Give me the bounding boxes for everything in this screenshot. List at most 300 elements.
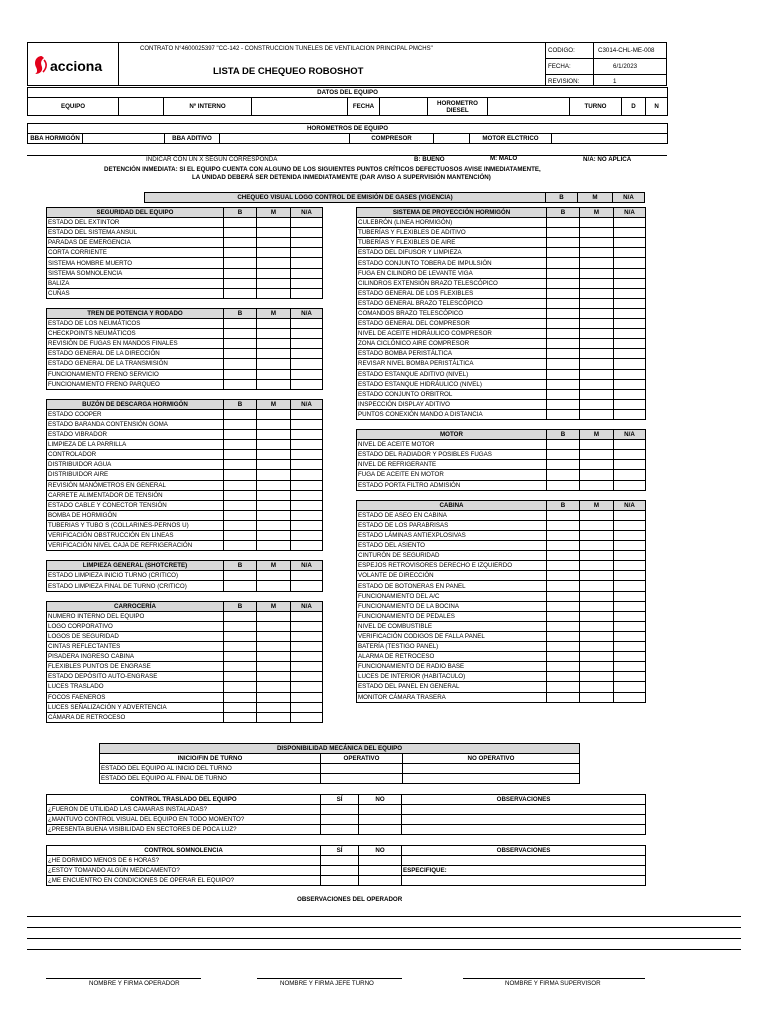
somn-q1-no[interactable] [359, 856, 402, 866]
check-cell-na[interactable] [614, 510, 646, 520]
check-cell-m[interactable] [257, 692, 291, 702]
check-cell-m[interactable] [257, 581, 291, 591]
check-cell-b[interactable] [224, 490, 257, 500]
check-cell-m[interactable] [580, 278, 614, 288]
traslado-q2-obs[interactable] [402, 815, 646, 825]
check-cell-na[interactable] [291, 490, 323, 500]
n-interno-field[interactable] [252, 98, 348, 116]
check-cell-m[interactable] [257, 470, 291, 480]
check-cell-m[interactable] [580, 510, 614, 520]
disp-inicio-no-operativo[interactable] [403, 764, 580, 774]
check-cell-b[interactable] [547, 541, 580, 551]
check-cell-m[interactable] [257, 409, 291, 419]
check-cell-na[interactable] [614, 652, 646, 662]
check-cell-na[interactable] [614, 551, 646, 561]
check-cell-m[interactable] [580, 450, 614, 460]
somn-q1-obs[interactable] [402, 856, 646, 866]
check-cell-b[interactable] [224, 268, 257, 278]
check-cell-m[interactable] [257, 419, 291, 429]
motor-field[interactable] [552, 134, 668, 144]
check-cell-na[interactable] [614, 642, 646, 652]
check-cell-b[interactable] [224, 460, 257, 470]
check-cell-m[interactable] [580, 359, 614, 369]
check-cell-b[interactable] [547, 278, 580, 288]
check-cell-m[interactable] [580, 662, 614, 672]
check-cell-b[interactable] [547, 662, 580, 672]
check-cell-na[interactable] [291, 430, 323, 440]
check-cell-b[interactable] [224, 712, 257, 722]
visual-na[interactable]: N/A [613, 193, 645, 203]
check-cell-b[interactable] [547, 329, 580, 339]
check-cell-b[interactable] [547, 389, 580, 399]
check-cell-na[interactable] [291, 450, 323, 460]
check-cell-na[interactable] [291, 339, 323, 349]
firma-supervisor-line[interactable] [463, 978, 645, 979]
visual-b[interactable]: B [546, 193, 578, 203]
check-cell-b[interactable] [547, 248, 580, 258]
check-cell-b[interactable] [547, 642, 580, 652]
check-cell-b[interactable] [224, 440, 257, 450]
check-cell-m[interactable] [580, 551, 614, 561]
check-cell-m[interactable] [257, 268, 291, 278]
check-cell-m[interactable] [257, 349, 291, 359]
check-cell-na[interactable] [291, 409, 323, 419]
check-cell-m[interactable] [580, 319, 614, 329]
check-cell-m[interactable] [580, 258, 614, 268]
check-cell-b[interactable] [547, 611, 580, 621]
check-cell-m[interactable] [257, 339, 291, 349]
check-cell-b[interactable] [547, 288, 580, 298]
check-cell-m[interactable] [580, 652, 614, 662]
disp-final-no-operativo[interactable] [403, 774, 580, 784]
check-cell-na[interactable] [291, 319, 323, 329]
check-cell-b[interactable] [547, 561, 580, 571]
check-cell-m[interactable] [580, 329, 614, 339]
check-cell-m[interactable] [257, 490, 291, 500]
check-cell-m[interactable] [580, 308, 614, 318]
check-cell-na[interactable] [614, 298, 646, 308]
check-cell-na[interactable] [291, 702, 323, 712]
check-cell-na[interactable] [291, 672, 323, 682]
check-cell-b[interactable] [224, 480, 257, 490]
somn-q3-si[interactable] [321, 876, 359, 886]
check-cell-m[interactable] [257, 652, 291, 662]
check-cell-na[interactable] [614, 369, 646, 379]
check-cell-m[interactable] [580, 399, 614, 409]
check-cell-na[interactable] [291, 218, 323, 228]
check-cell-m[interactable] [580, 218, 614, 228]
check-cell-m[interactable] [257, 440, 291, 450]
bba-aditivo-field[interactable] [220, 134, 350, 144]
check-cell-na[interactable] [291, 500, 323, 510]
check-cell-na[interactable] [614, 339, 646, 349]
check-cell-m[interactable] [580, 642, 614, 652]
check-cell-m[interactable] [257, 682, 291, 692]
check-cell-m[interactable] [257, 258, 291, 268]
check-cell-m[interactable] [580, 682, 614, 692]
check-cell-m[interactable] [257, 631, 291, 641]
check-cell-b[interactable] [224, 470, 257, 480]
check-cell-na[interactable] [614, 692, 646, 702]
check-cell-b[interactable] [547, 480, 580, 490]
check-cell-na[interactable] [614, 561, 646, 571]
check-cell-b[interactable] [547, 621, 580, 631]
check-cell-na[interactable] [291, 581, 323, 591]
check-cell-b[interactable] [224, 510, 257, 520]
check-cell-b[interactable] [224, 571, 257, 581]
check-cell-b[interactable] [224, 702, 257, 712]
check-cell-m[interactable] [580, 571, 614, 581]
check-cell-b[interactable] [224, 672, 257, 682]
traslado-q2-si[interactable] [321, 815, 359, 825]
check-cell-m[interactable] [580, 339, 614, 349]
check-cell-m[interactable] [257, 702, 291, 712]
check-cell-na[interactable] [291, 621, 323, 631]
check-cell-m[interactable] [580, 541, 614, 551]
check-cell-b[interactable] [547, 450, 580, 460]
check-cell-na[interactable] [614, 621, 646, 631]
visual-m[interactable]: M [578, 193, 613, 203]
check-cell-m[interactable] [580, 531, 614, 541]
check-cell-m[interactable] [257, 480, 291, 490]
firma-jefe-line[interactable] [257, 978, 402, 979]
check-cell-na[interactable] [614, 258, 646, 268]
check-cell-b[interactable] [224, 379, 257, 389]
check-cell-na[interactable] [291, 470, 323, 480]
check-cell-na[interactable] [291, 248, 323, 258]
traslado-q2-no[interactable] [359, 815, 402, 825]
check-cell-na[interactable] [614, 399, 646, 409]
check-cell-na[interactable] [614, 531, 646, 541]
check-cell-na[interactable] [291, 379, 323, 389]
check-cell-b[interactable] [224, 531, 257, 541]
check-cell-b[interactable] [547, 238, 580, 248]
check-cell-b[interactable] [224, 419, 257, 429]
check-cell-m[interactable] [257, 288, 291, 298]
check-cell-m[interactable] [580, 349, 614, 359]
check-cell-b[interactable] [224, 631, 257, 641]
somn-q3-obs[interactable] [402, 876, 646, 886]
check-cell-m[interactable] [257, 460, 291, 470]
check-cell-na[interactable] [614, 450, 646, 460]
check-cell-m[interactable] [580, 561, 614, 571]
check-cell-na[interactable] [614, 541, 646, 551]
check-cell-m[interactable] [257, 642, 291, 652]
check-cell-b[interactable] [547, 652, 580, 662]
check-cell-na[interactable] [614, 662, 646, 672]
check-cell-b[interactable] [547, 339, 580, 349]
check-cell-na[interactable] [291, 440, 323, 450]
check-cell-b[interactable] [547, 308, 580, 318]
check-cell-b[interactable] [547, 601, 580, 611]
check-cell-na[interactable] [291, 369, 323, 379]
check-cell-na[interactable] [614, 601, 646, 611]
traslado-q3-si[interactable] [321, 825, 359, 835]
check-cell-b[interactable] [224, 541, 257, 551]
check-cell-na[interactable] [614, 480, 646, 490]
check-cell-m[interactable] [257, 278, 291, 288]
observaciones-line-3[interactable] [27, 938, 741, 939]
check-cell-na[interactable] [614, 571, 646, 581]
check-cell-m[interactable] [257, 662, 291, 672]
check-cell-b[interactable] [224, 662, 257, 672]
check-cell-m[interactable] [580, 692, 614, 702]
observaciones-line-1[interactable] [27, 916, 741, 917]
check-cell-m[interactable] [580, 389, 614, 399]
check-cell-na[interactable] [291, 541, 323, 551]
check-cell-na[interactable] [291, 288, 323, 298]
traslado-q3-obs[interactable] [402, 825, 646, 835]
check-cell-na[interactable] [614, 389, 646, 399]
equipo-field[interactable] [119, 98, 164, 116]
fecha-field[interactable] [380, 98, 428, 116]
check-cell-b[interactable] [547, 218, 580, 228]
check-cell-b[interactable] [224, 500, 257, 510]
check-cell-m[interactable] [580, 248, 614, 258]
check-cell-na[interactable] [614, 440, 646, 450]
check-cell-m[interactable] [580, 460, 614, 470]
check-cell-m[interactable] [580, 288, 614, 298]
check-cell-b[interactable] [547, 510, 580, 520]
check-cell-m[interactable] [257, 531, 291, 541]
check-cell-b[interactable] [224, 218, 257, 228]
check-cell-b[interactable] [224, 359, 257, 369]
check-cell-b[interactable] [224, 228, 257, 238]
check-cell-na[interactable] [614, 218, 646, 228]
observaciones-line-4[interactable] [27, 949, 741, 950]
check-cell-na[interactable] [291, 692, 323, 702]
check-cell-m[interactable] [257, 541, 291, 551]
check-cell-b[interactable] [547, 409, 580, 419]
check-cell-b[interactable] [224, 581, 257, 591]
check-cell-na[interactable] [614, 308, 646, 318]
check-cell-b[interactable] [547, 349, 580, 359]
check-cell-m[interactable] [580, 369, 614, 379]
check-cell-b[interactable] [547, 551, 580, 561]
check-cell-b[interactable] [224, 238, 257, 248]
especifique-label[interactable]: ESPECIFIQUE: [402, 866, 646, 876]
disp-inicio-operativo[interactable] [321, 764, 403, 774]
check-cell-m[interactable] [580, 631, 614, 641]
check-cell-b[interactable] [224, 278, 257, 288]
check-cell-b[interactable] [547, 379, 580, 389]
check-cell-na[interactable] [291, 510, 323, 520]
check-cell-b[interactable] [547, 692, 580, 702]
check-cell-m[interactable] [580, 480, 614, 490]
check-cell-b[interactable] [547, 258, 580, 268]
check-cell-na[interactable] [614, 520, 646, 530]
bba-hormigon-field[interactable] [83, 134, 165, 144]
check-cell-na[interactable] [614, 278, 646, 288]
check-cell-na[interactable] [614, 682, 646, 692]
check-cell-m[interactable] [257, 238, 291, 248]
check-cell-b[interactable] [547, 631, 580, 641]
check-cell-m[interactable] [580, 520, 614, 530]
check-cell-b[interactable] [547, 470, 580, 480]
check-cell-na[interactable] [291, 642, 323, 652]
check-cell-b[interactable] [224, 349, 257, 359]
check-cell-m[interactable] [257, 369, 291, 379]
somn-q2-no[interactable] [359, 866, 402, 876]
check-cell-b[interactable] [224, 430, 257, 440]
check-cell-na[interactable] [291, 329, 323, 339]
check-cell-b[interactable] [224, 248, 257, 258]
check-cell-na[interactable] [291, 258, 323, 268]
check-cell-na[interactable] [291, 682, 323, 692]
check-cell-m[interactable] [580, 470, 614, 480]
check-cell-na[interactable] [614, 238, 646, 248]
check-cell-b[interactable] [547, 369, 580, 379]
check-cell-b[interactable] [547, 682, 580, 692]
check-cell-m[interactable] [257, 218, 291, 228]
check-cell-b[interactable] [547, 531, 580, 541]
check-cell-na[interactable] [614, 631, 646, 641]
check-cell-na[interactable] [614, 359, 646, 369]
check-cell-na[interactable] [291, 631, 323, 641]
check-cell-b[interactable] [224, 288, 257, 298]
turno-d[interactable]: D [622, 98, 646, 116]
check-cell-b[interactable] [547, 672, 580, 682]
check-cell-m[interactable] [257, 510, 291, 520]
check-cell-m[interactable] [257, 379, 291, 389]
check-cell-b[interactable] [224, 652, 257, 662]
turno-n[interactable]: N [646, 98, 668, 116]
check-cell-m[interactable] [257, 520, 291, 530]
check-cell-m[interactable] [580, 268, 614, 278]
check-cell-na[interactable] [291, 480, 323, 490]
check-cell-na[interactable] [614, 460, 646, 470]
check-cell-b[interactable] [224, 682, 257, 692]
compresor-field[interactable] [434, 134, 470, 144]
check-cell-b[interactable] [224, 329, 257, 339]
check-cell-m[interactable] [257, 319, 291, 329]
check-cell-na[interactable] [614, 319, 646, 329]
check-cell-na[interactable] [614, 409, 646, 419]
check-cell-m[interactable] [580, 379, 614, 389]
traslado-q1-si[interactable] [321, 805, 359, 815]
check-cell-m[interactable] [580, 601, 614, 611]
check-cell-m[interactable] [580, 298, 614, 308]
check-cell-na[interactable] [291, 419, 323, 429]
traslado-q1-no[interactable] [359, 805, 402, 815]
check-cell-b[interactable] [224, 339, 257, 349]
check-cell-b[interactable] [547, 359, 580, 369]
check-cell-na[interactable] [291, 278, 323, 288]
firma-operador-line[interactable] [46, 978, 201, 979]
check-cell-na[interactable] [614, 329, 646, 339]
check-cell-b[interactable] [224, 369, 257, 379]
check-cell-m[interactable] [580, 621, 614, 631]
check-cell-b[interactable] [547, 460, 580, 470]
somn-q2-si[interactable] [321, 866, 359, 876]
check-cell-b[interactable] [547, 298, 580, 308]
check-cell-na[interactable] [291, 520, 323, 530]
check-cell-m[interactable] [580, 238, 614, 248]
check-cell-b[interactable] [547, 520, 580, 530]
check-cell-b[interactable] [547, 228, 580, 238]
traslado-q3-no[interactable] [359, 825, 402, 835]
check-cell-na[interactable] [291, 359, 323, 369]
check-cell-na[interactable] [614, 672, 646, 682]
somn-q1-si[interactable] [321, 856, 359, 866]
check-cell-na[interactable] [614, 581, 646, 591]
disp-final-operativo[interactable] [321, 774, 403, 784]
somn-q3-no[interactable] [359, 876, 402, 886]
check-cell-b[interactable] [224, 258, 257, 268]
check-cell-na[interactable] [614, 611, 646, 621]
check-cell-m[interactable] [580, 611, 614, 621]
check-cell-b[interactable] [547, 571, 580, 581]
check-cell-b[interactable] [547, 581, 580, 591]
check-cell-m[interactable] [257, 611, 291, 621]
check-cell-b[interactable] [224, 520, 257, 530]
check-cell-na[interactable] [291, 712, 323, 722]
check-cell-na[interactable] [291, 268, 323, 278]
check-cell-m[interactable] [580, 409, 614, 419]
check-cell-m[interactable] [257, 621, 291, 631]
check-cell-na[interactable] [614, 349, 646, 359]
check-cell-na[interactable] [614, 470, 646, 480]
check-cell-b[interactable] [547, 440, 580, 450]
check-cell-b[interactable] [547, 591, 580, 601]
check-cell-b[interactable] [224, 621, 257, 631]
check-cell-m[interactable] [580, 581, 614, 591]
check-cell-b[interactable] [547, 399, 580, 409]
check-cell-m[interactable] [257, 430, 291, 440]
check-cell-na[interactable] [614, 248, 646, 258]
observaciones-line-2[interactable] [27, 927, 741, 928]
check-cell-m[interactable] [257, 571, 291, 581]
check-cell-b[interactable] [224, 611, 257, 621]
check-cell-na[interactable] [291, 652, 323, 662]
check-cell-m[interactable] [580, 672, 614, 682]
check-cell-na[interactable] [614, 288, 646, 298]
check-cell-na[interactable] [291, 228, 323, 238]
check-cell-na[interactable] [291, 662, 323, 672]
check-cell-m[interactable] [257, 329, 291, 339]
check-cell-m[interactable] [257, 359, 291, 369]
check-cell-na[interactable] [291, 531, 323, 541]
check-cell-m[interactable] [257, 712, 291, 722]
check-cell-b[interactable] [224, 409, 257, 419]
check-cell-na[interactable] [291, 460, 323, 470]
check-cell-na[interactable] [614, 379, 646, 389]
check-cell-m[interactable] [257, 500, 291, 510]
check-cell-na[interactable] [614, 591, 646, 601]
check-cell-b[interactable] [224, 450, 257, 460]
check-cell-m[interactable] [257, 672, 291, 682]
check-cell-na[interactable] [614, 228, 646, 238]
check-cell-b[interactable] [224, 642, 257, 652]
check-cell-na[interactable] [291, 571, 323, 581]
check-cell-na[interactable] [614, 268, 646, 278]
check-cell-m[interactable] [257, 248, 291, 258]
check-cell-na[interactable] [291, 349, 323, 359]
check-cell-m[interactable] [580, 228, 614, 238]
horometro-field[interactable] [488, 98, 570, 116]
check-cell-m[interactable] [257, 228, 291, 238]
traslado-q1-obs[interactable] [402, 805, 646, 815]
check-cell-m[interactable] [257, 450, 291, 460]
check-cell-na[interactable] [291, 238, 323, 248]
check-cell-na[interactable] [291, 611, 323, 621]
check-cell-b[interactable] [547, 268, 580, 278]
check-cell-b[interactable] [547, 319, 580, 329]
check-cell-m[interactable] [580, 591, 614, 601]
check-cell-b[interactable] [224, 692, 257, 702]
check-cell-b[interactable] [224, 319, 257, 329]
check-cell-m[interactable] [580, 440, 614, 450]
